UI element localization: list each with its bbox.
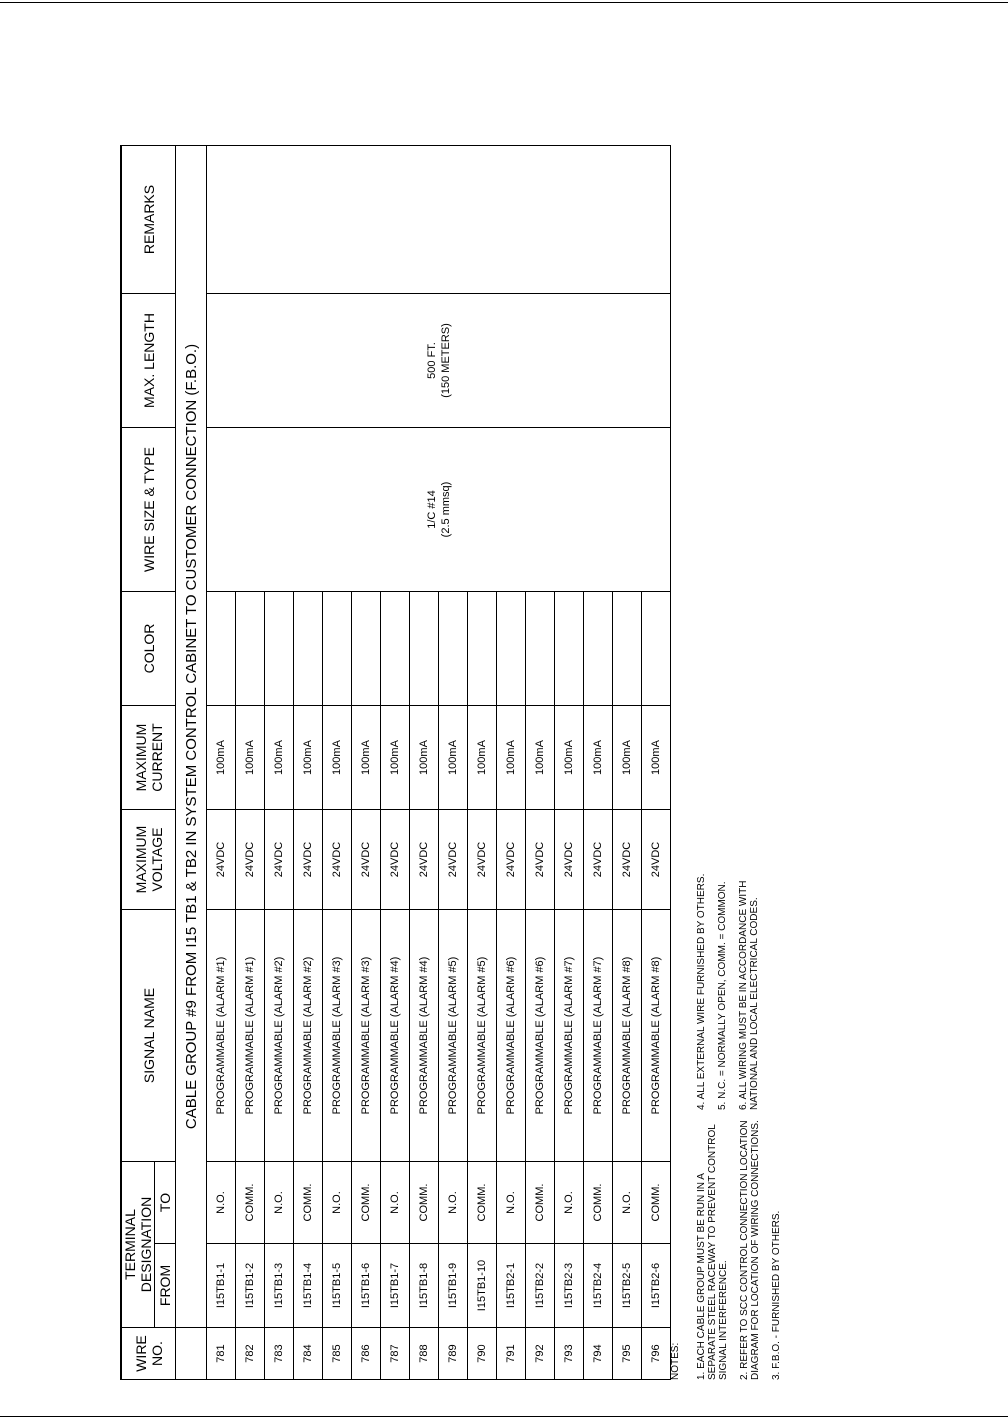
notes-column-1 xyxy=(696,1120,792,1380)
from-cell: I15TB1-5 xyxy=(323,1244,352,1328)
from-cell: I15TB1-1 xyxy=(207,1244,236,1328)
current-cell: 100mA xyxy=(584,706,613,810)
from-cell: I15TB1-4 xyxy=(294,1244,323,1328)
signal-cell: PROGRAMMABLE (ALARM #3) xyxy=(323,910,352,1162)
wire-no-cell: 793 xyxy=(555,1328,584,1380)
from-cell: I15TB1-7 xyxy=(381,1244,410,1328)
voltage-cell: 24VDC xyxy=(236,810,265,910)
voltage-cell: 24VDC xyxy=(294,810,323,910)
header-max-current: MAXIMUM CURRENT xyxy=(121,706,176,810)
voltage-cell: 24VDC xyxy=(526,810,555,910)
note-item: 3. F.B.O. - FURNISHED BY OTHERS. xyxy=(771,1210,782,1380)
voltage-cell: 24VDC xyxy=(497,810,526,910)
top-rule xyxy=(0,2,1008,3)
signal-cell: PROGRAMMABLE (ALARM #8) xyxy=(613,910,642,1162)
from-cell: I15TB1-9 xyxy=(439,1244,468,1328)
wire-no-cell: 785 xyxy=(323,1328,352,1380)
bottom-rule xyxy=(0,1416,1008,1417)
max-length-cell xyxy=(207,294,671,428)
to-cell: COMM. xyxy=(410,1162,439,1244)
header-from: FROM xyxy=(155,1244,176,1328)
from-cell: I15TB2-2 xyxy=(526,1244,555,1328)
current-cell: 100mA xyxy=(439,706,468,810)
current-cell: 100mA xyxy=(613,706,642,810)
wire-no-cell: 790 xyxy=(468,1328,497,1380)
signal-cell: PROGRAMMABLE (ALARM #4) xyxy=(410,910,439,1162)
color-cell xyxy=(526,592,555,706)
current-cell: 100mA xyxy=(236,706,265,810)
to-cell: COMM. xyxy=(294,1162,323,1244)
color-cell xyxy=(207,592,236,706)
to-cell: COMM. xyxy=(642,1162,671,1244)
voltage-cell: 24VDC xyxy=(352,810,381,910)
color-cell xyxy=(381,592,410,706)
from-cell: I15TB2-4 xyxy=(584,1244,613,1328)
signal-cell: PROGRAMMABLE (ALARM #5) xyxy=(468,910,497,1162)
current-cell: 100mA xyxy=(265,706,294,810)
voltage-cell: 24VDC xyxy=(265,810,294,910)
color-cell xyxy=(497,592,526,706)
voltage-cell: 24VDC xyxy=(613,810,642,910)
from-cell: I15TB2-1 xyxy=(497,1244,526,1328)
header-color: COLOR xyxy=(121,592,176,706)
wire-no-cell: 795 xyxy=(613,1328,642,1380)
to-cell: N.O. xyxy=(323,1162,352,1244)
voltage-cell: 24VDC xyxy=(468,810,497,910)
color-cell xyxy=(468,592,497,706)
wire-no-cell: 782 xyxy=(236,1328,265,1380)
signal-cell: PROGRAMMABLE (ALARM #6) xyxy=(526,910,555,1162)
to-cell: COMM. xyxy=(526,1162,555,1244)
color-cell xyxy=(410,592,439,706)
from-cell: I15TB1-2 xyxy=(236,1244,265,1328)
color-cell xyxy=(294,592,323,706)
wire-size-line2: (2.5 mmsq) xyxy=(439,481,452,538)
current-cell: 100mA xyxy=(294,706,323,810)
notes-section xyxy=(670,680,970,1380)
voltage-cell: 24VDC xyxy=(642,810,671,910)
to-cell: N.O. xyxy=(265,1162,294,1244)
to-cell: N.O. xyxy=(207,1162,236,1244)
current-cell: 100mA xyxy=(468,706,497,810)
voltage-cell: 24VDC xyxy=(323,810,352,910)
from-cell: I15TB1-10 xyxy=(468,1244,497,1328)
current-cell: 100mA xyxy=(381,706,410,810)
signal-cell: PROGRAMMABLE (ALARM #6) xyxy=(497,910,526,1162)
signal-cell: PROGRAMMABLE (ALARM #8) xyxy=(642,910,671,1162)
header-signal-name: SIGNAL NAME xyxy=(121,910,176,1162)
remarks-cell xyxy=(207,146,671,294)
rotated-page xyxy=(120,56,990,1380)
wire-no-cell: 786 xyxy=(352,1328,381,1380)
signal-cell: PROGRAMMABLE (ALARM #3) xyxy=(352,910,381,1162)
to-cell: COMM. xyxy=(352,1162,381,1244)
header-terminal-designation: TERMINAL DESIGNATION xyxy=(121,1162,155,1328)
color-cell xyxy=(323,592,352,706)
header-max-length: MAX. LENGTH xyxy=(121,294,176,428)
to-cell: COMM. xyxy=(236,1162,265,1244)
voltage-cell: 24VDC xyxy=(381,810,410,910)
color-cell xyxy=(236,592,265,706)
color-cell xyxy=(584,592,613,706)
voltage-cell: 24VDC xyxy=(207,810,236,910)
wire-no-cell: 788 xyxy=(410,1328,439,1380)
wire-no-cell: 789 xyxy=(439,1328,468,1380)
current-cell: 100mA xyxy=(526,706,555,810)
note-item: 5. N.C. = NORMALLY OPEN, COMM. = COMMON. xyxy=(717,881,728,1110)
voltage-cell: 24VDC xyxy=(410,810,439,910)
wire-no-cell: 792 xyxy=(526,1328,555,1380)
to-cell: N.O. xyxy=(439,1162,468,1244)
signal-cell: PROGRAMMABLE (ALARM #7) xyxy=(584,910,613,1162)
wire-no-cell: 791 xyxy=(497,1328,526,1380)
wire-no-cell: 794 xyxy=(584,1328,613,1380)
header-remarks: REMARKS xyxy=(121,146,176,294)
max-length-line1: 500 FT. xyxy=(425,342,438,379)
from-cell: I15TB2-5 xyxy=(613,1244,642,1328)
wire-no-cell: 787 xyxy=(381,1328,410,1380)
from-cell: I15TB2-6 xyxy=(642,1244,671,1328)
to-cell: N.O. xyxy=(613,1162,642,1244)
wire-size-line1: 1/C #14 xyxy=(425,490,438,529)
cable-group-title: CABLE GROUP #9 FROM I15 TB1 & TB2 IN SYSTEM CONTROL CABINET TO CUSTOMER CONNECTION (F.B.O.) xyxy=(176,146,207,1328)
signal-cell: PROGRAMMABLE (ALARM #2) xyxy=(294,910,323,1162)
voltage-cell: 24VDC xyxy=(439,810,468,910)
to-cell: N.O. xyxy=(555,1162,584,1244)
wire-no-cell: 781 xyxy=(207,1328,236,1380)
header-wire-size: WIRE SIZE & TYPE xyxy=(121,428,176,592)
signal-cell: PROGRAMMABLE (ALARM #4) xyxy=(381,910,410,1162)
from-cell: I15TB1-8 xyxy=(410,1244,439,1328)
current-cell: 100mA xyxy=(410,706,439,810)
note-item: 2. REFER TO SCC CONTROL CONNECTION LOCATION DIAGRAM FOR LOCATION OF WIRING CONNECTIONS. xyxy=(739,1120,761,1380)
color-cell xyxy=(265,592,294,706)
current-cell: 100mA xyxy=(323,706,352,810)
current-cell: 100mA xyxy=(497,706,526,810)
note-item: 1. EACH CABLE GROUP MUST BE RUN IN A SEPARATE STEEL RACEWAY TO PREVENT CONTROL SIGNAL INTERFERENCE. xyxy=(696,1124,729,1380)
wire-size-cell xyxy=(207,428,671,592)
to-cell: COMM. xyxy=(468,1162,497,1244)
current-cell: 100mA xyxy=(207,706,236,810)
notes-header: NOTES: xyxy=(670,1342,681,1380)
header-wire-no: WIRE NO. xyxy=(121,1328,176,1380)
voltage-cell: 24VDC xyxy=(584,810,613,910)
header-max-voltage: MAXIMUM VOLTAGE xyxy=(121,810,176,910)
notes-column-2 xyxy=(696,850,770,1110)
voltage-cell: 24VDC xyxy=(555,810,584,910)
signal-cell: PROGRAMMABLE (ALARM #5) xyxy=(439,910,468,1162)
color-cell xyxy=(439,592,468,706)
to-cell: N.O. xyxy=(381,1162,410,1244)
signal-cell: PROGRAMMABLE (ALARM #1) xyxy=(236,910,265,1162)
current-cell: 100mA xyxy=(555,706,584,810)
cable-schedule-table xyxy=(120,145,671,1380)
current-cell: 100mA xyxy=(642,706,671,810)
header-to: TO xyxy=(155,1162,176,1244)
signal-cell: PROGRAMMABLE (ALARM #7) xyxy=(555,910,584,1162)
color-cell xyxy=(613,592,642,706)
wire-no-cell: 796 xyxy=(642,1328,671,1380)
signal-cell: PROGRAMMABLE (ALARM #2) xyxy=(265,910,294,1162)
to-cell: N.O. xyxy=(497,1162,526,1244)
color-cell xyxy=(352,592,381,706)
wire-no-cell: 784 xyxy=(294,1328,323,1380)
to-cell: COMM. xyxy=(584,1162,613,1244)
from-cell: I15TB1-6 xyxy=(352,1244,381,1328)
signal-cell: PROGRAMMABLE (ALARM #1) xyxy=(207,910,236,1162)
from-cell: I15TB1-3 xyxy=(265,1244,294,1328)
color-cell xyxy=(642,592,671,706)
wire-no-cell: 783 xyxy=(265,1328,294,1380)
max-length-line2: (150 METERS) xyxy=(439,323,452,398)
from-cell: I15TB2-3 xyxy=(555,1244,584,1328)
color-cell xyxy=(555,592,584,706)
note-item: 4. ALL EXTERNAL WIRE FURNISHED BY OTHERS. xyxy=(696,873,707,1110)
current-cell: 100mA xyxy=(352,706,381,810)
note-item: 6. ALL WIRING MUST BE IN ACCORDANCE WITH NATIONAL AND LOCAL ELECTRICAL CODES. xyxy=(738,880,760,1110)
